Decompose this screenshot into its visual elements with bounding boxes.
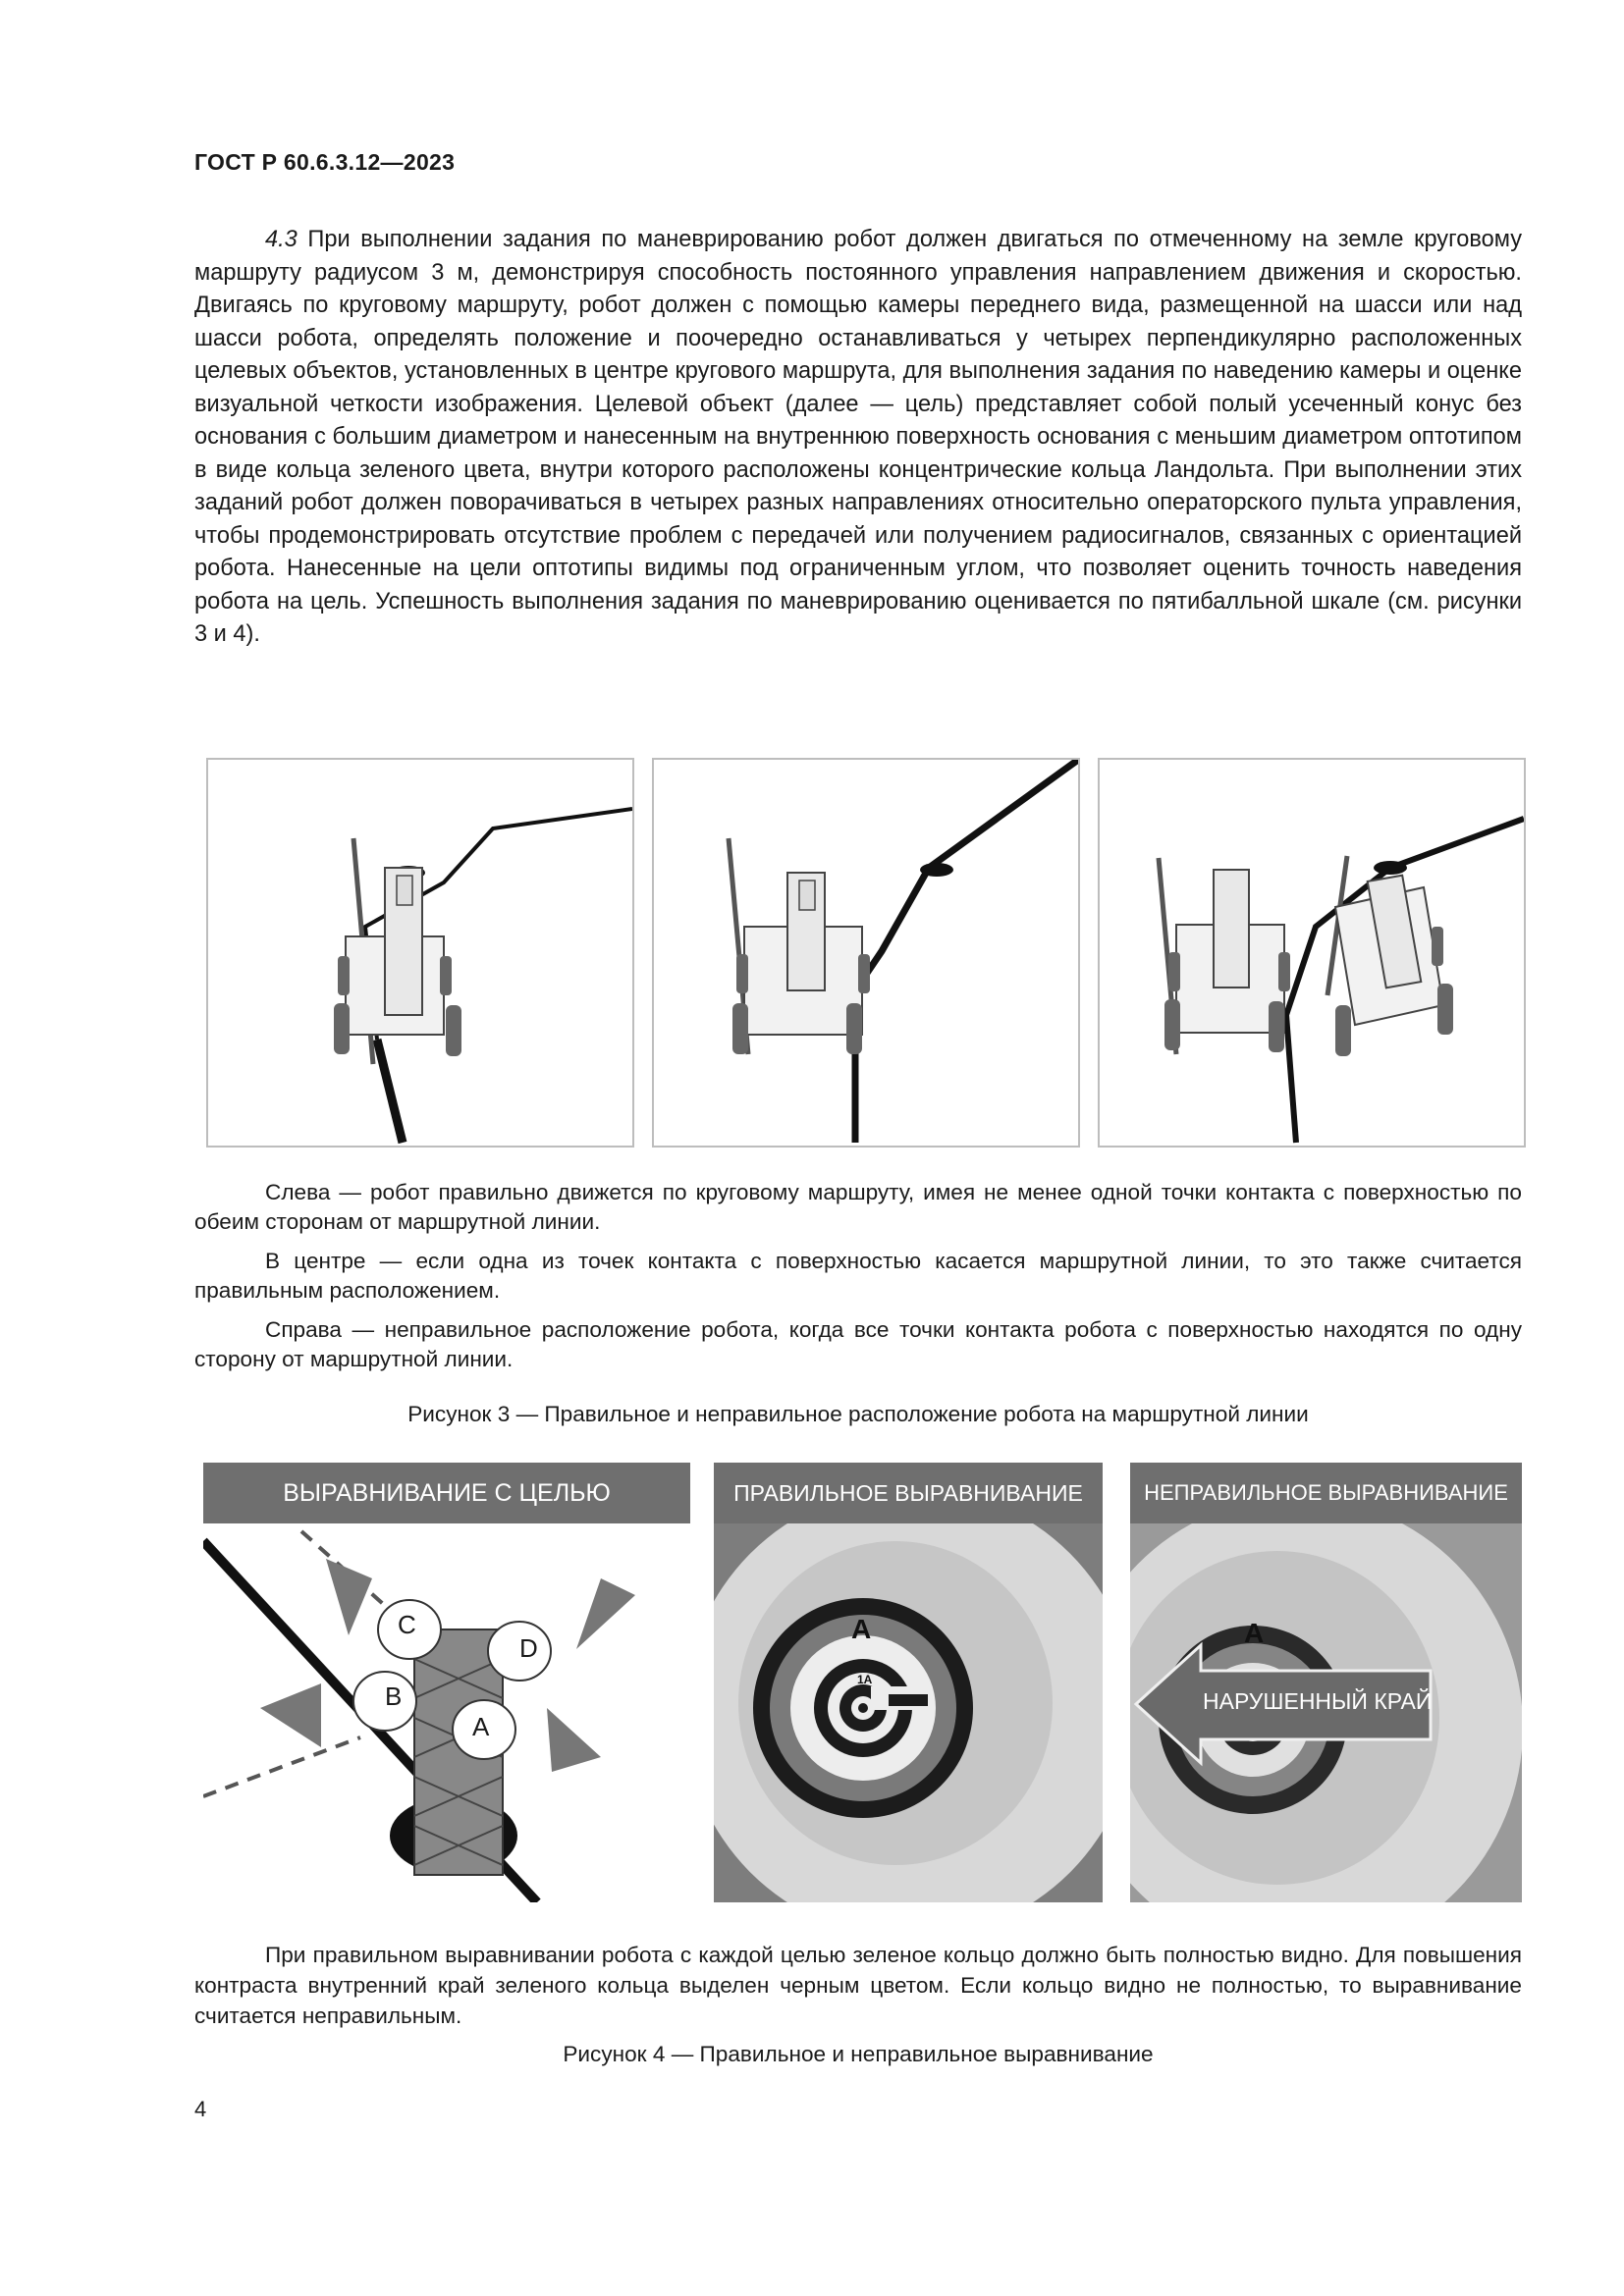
figure-3 xyxy=(206,758,1522,1146)
page-number: 4 xyxy=(194,2097,207,2121)
section-4-3-paragraph xyxy=(194,224,1522,652)
figure-4-title: Рисунок 4 — Правильное и неправильное выравнивание xyxy=(563,2042,1154,2066)
figure-4-correct-alignment-photo xyxy=(714,1463,1103,1902)
alignment-banner: ВЫРАВНИВАНИЕ С ЦЕЛЬЮ xyxy=(203,1463,690,1523)
figure-3-middle-panel xyxy=(652,758,1080,1148)
target-label-d: D xyxy=(519,1633,538,1663)
target-label-b: B xyxy=(385,1682,403,1711)
robot-incorrect-illustration xyxy=(1100,760,1524,1146)
robot-correct-illustration xyxy=(208,760,632,1146)
figure-3-caption-right: Справа — неправильное расположение робота, когда все точки контакта робота с поверхностью находятся по одну сторону от маршрутной линии. xyxy=(194,1317,1522,1371)
figure-4-note: При правильном выравнивании робота с каждой целью зеленое кольцо должно быть полностью видно. Для повышения контраста внутренний край зеленого кольца выделен черным цветом. Если кольцо видно не полностью, то выравнивание считается неправильным. xyxy=(194,1943,1522,2028)
target-label-c: C xyxy=(398,1610,416,1639)
figure-4 xyxy=(203,1463,1522,1904)
document-code: ГОСТ Р 60.6.3.12—2023 xyxy=(194,149,456,175)
correct-alignment-banner: ПРАВИЛЬНОЕ ВЫРАВНИВАНИЕ xyxy=(714,1463,1103,1523)
target-label-a-photo: A xyxy=(851,1614,872,1644)
figure-4-alignment-diagram xyxy=(203,1463,690,1902)
figure-3-caption-center: В центре — если одна из точек контакта с поверхностью касается маршрутной линии, то это также считается правильным расположением. xyxy=(194,1249,1522,1303)
broken-edge-arrow-label: НАРУШЕННЫЙ КРАЙ xyxy=(1203,1688,1433,1714)
figure-3-title: Рисунок 3 — Правильное и неправильное расположение робота на маршрутной линии xyxy=(407,1402,1309,1426)
target-label-1a: 1A xyxy=(857,1673,873,1686)
figure-3-left-panel xyxy=(206,758,634,1148)
target-label-a-incorrect: A xyxy=(1244,1618,1265,1648)
section-number: 4.3 xyxy=(265,227,298,252)
robot-on-line-illustration xyxy=(654,760,1078,1146)
figure-3-caption-left: Слева — робот правильно движется по круговому маршруту, имея не менее одной точки контакта с поверхностью по обеим сторонам от маршрутной линии. xyxy=(194,1180,1522,1234)
incorrect-alignment-banner: НЕПРАВИЛЬНОЕ ВЫРАВНИВАНИЕ xyxy=(1130,1463,1522,1523)
figure-3-right-panel xyxy=(1098,758,1526,1148)
figure-4-incorrect-alignment-photo xyxy=(1130,1463,1522,1902)
section-text: При выполнении задания по маневрированию робот должен двигаться по отмеченному на земле круговому маршруту радиусом 3 м, демонстрируя способность постоянного управления направлением движения и скоростью. Двигаясь по круговому маршруту, робот должен с помощью камеры переднего вида, размещенной на шасси или над шасси робота, определять положение и поочередно останавливаться у четырех перпендикулярно расположенных целевых объектов, установленных в центре кругового маршрута, для выполнения задания по наведению камеры и оценке визуальной четкости изображения. Целевой объект (далее — цель) представляет собой полый усеченный конус без основания с большим диаметром и нанесенным на внутреннюю поверхность основания с меньшим диаметром оптотипом в виде кольца зеленого цвета, внутри которого расположены концентрические кольца Ландольта. При выполнении этих заданий робот должен поворачиваться в четырех разных направлениях относительно операторского пульта управления, чтобы продемонстрировать отсутствие проблем с передачей или получением радиосигналов, связанных с ориентацией робота. Нанесенные на цели оптотипы видимы под ограниченным углом, что позволяет оценить точность наведения робота на цель. Успешность выполнения задания по маневрированию оценивается по пятибалльной шкале (см. рисунки 3 и 4). xyxy=(194,227,1522,647)
target-label-a: A xyxy=(472,1712,490,1741)
